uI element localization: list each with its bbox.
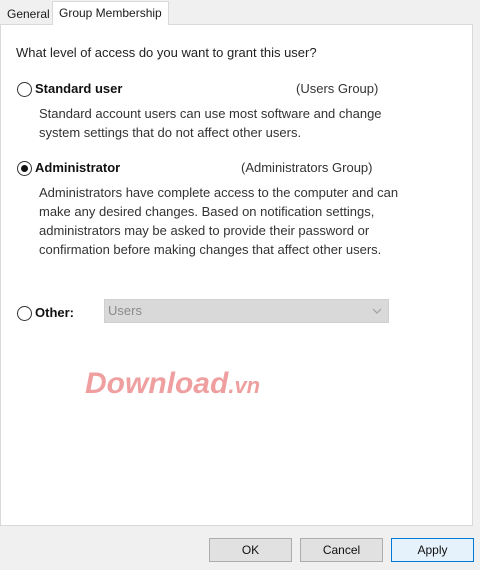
tab-general[interactable]: General [7, 7, 50, 21]
watermark-logo [85, 367, 260, 401]
administrators-group-label: (Administrators Group) [241, 160, 373, 175]
administrator-radio[interactable] [17, 161, 32, 176]
other-radio[interactable] [17, 306, 32, 321]
standard-user-description: Standard account users can use most software and change system settings that do not affect other users. [39, 106, 382, 140]
cancel-button[interactable]: Cancel [300, 538, 383, 562]
other-label[interactable]: Other: [35, 305, 74, 320]
tab-group-membership[interactable]: Group Membership [52, 1, 169, 25]
apply-button[interactable]: Apply [391, 538, 474, 562]
users-group-label: (Users Group) [296, 81, 379, 96]
administrator-label[interactable]: Administrator [35, 160, 121, 175]
administrator-description: Administrators have complete access to the computer and can make any desired changes. Based on notification settings, administrators may be asked to provide their password or confirmation before making changes that affect other users. [39, 185, 399, 257]
group-select-value: Users [108, 303, 142, 318]
ok-button[interactable]: OK [209, 538, 292, 562]
tab-panel [0, 24, 473, 526]
chevron-down-icon [372, 306, 382, 316]
watermark-name: Download [85, 367, 229, 400]
group-select[interactable] [104, 299, 389, 323]
tab-strip [0, 0, 480, 26]
standard-user-option[interactable] [16, 81, 456, 99]
administrator-option[interactable] [16, 160, 456, 178]
access-question: What level of access do you want to grant this user? [16, 45, 317, 60]
watermark-tld: .vn [228, 373, 261, 398]
standard-user-radio[interactable] [17, 82, 32, 97]
standard-user-label[interactable]: Standard user [35, 81, 123, 96]
